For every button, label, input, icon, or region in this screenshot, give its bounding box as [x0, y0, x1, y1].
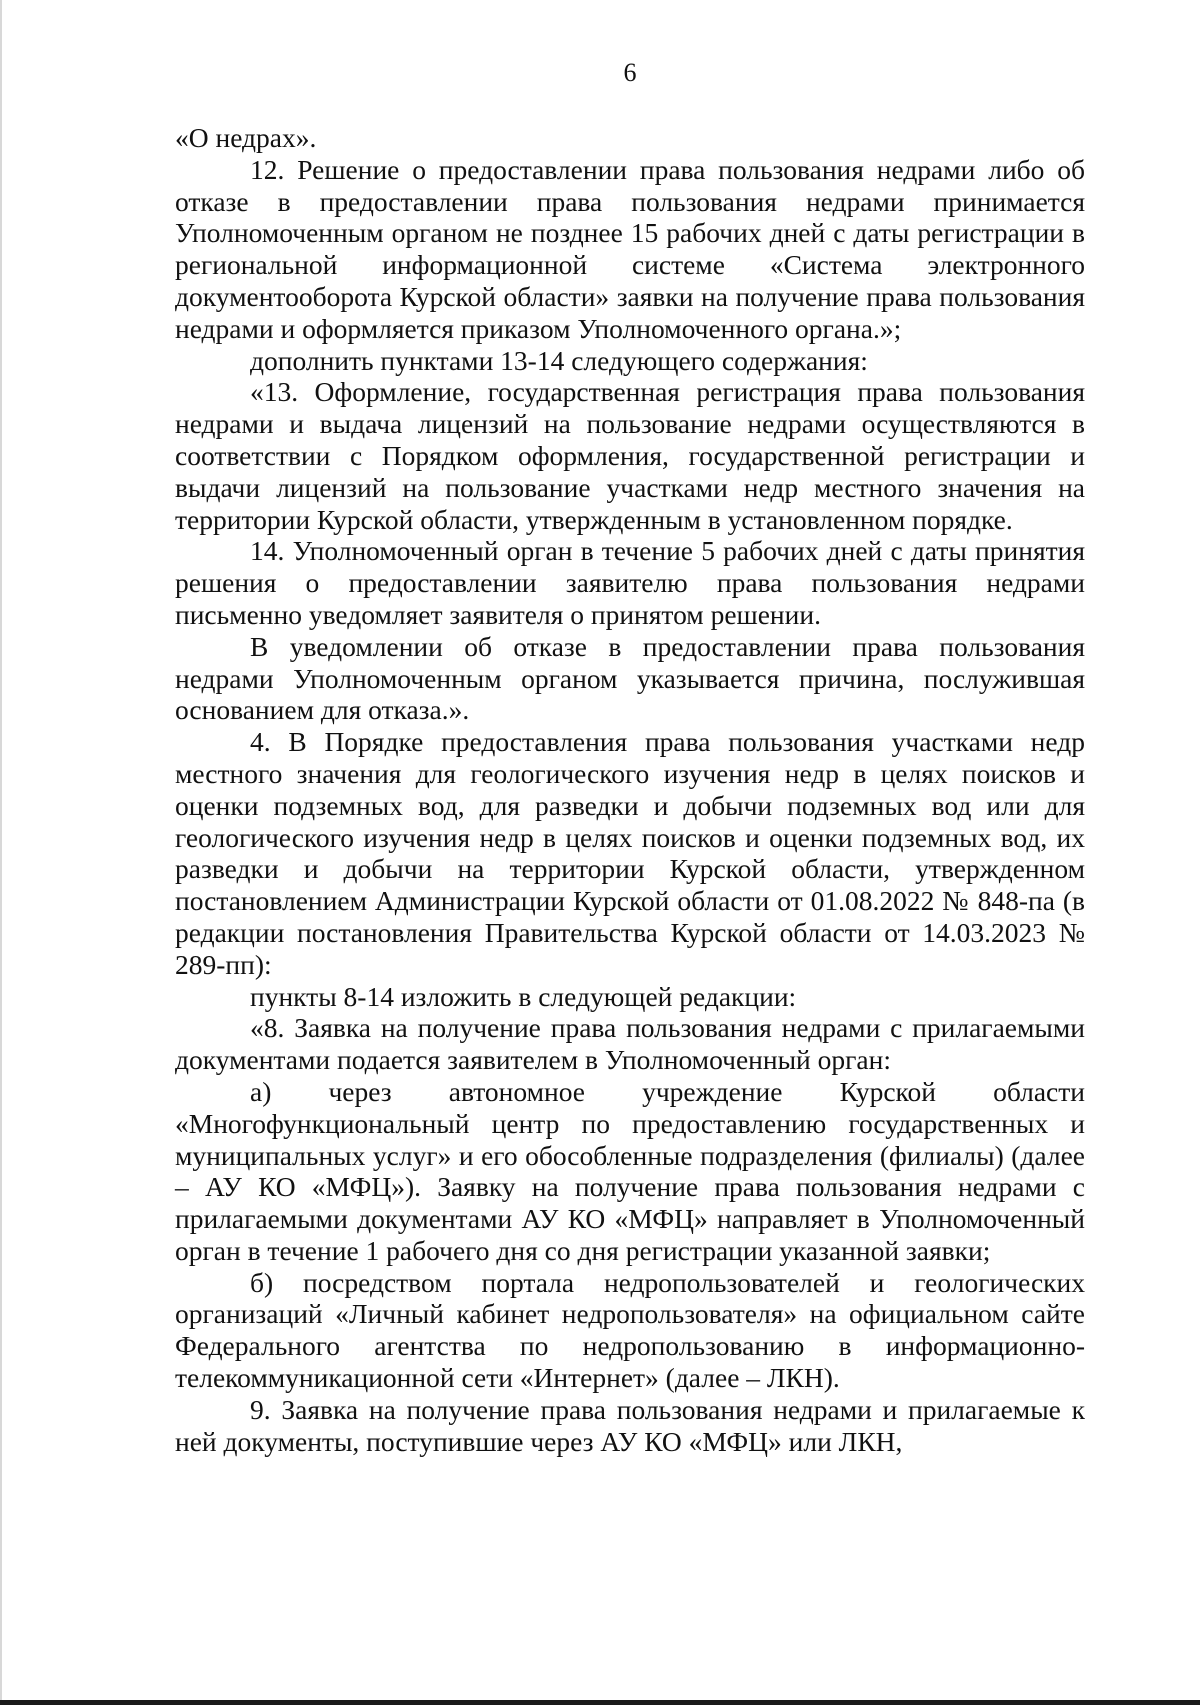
paragraph: а) через автономное учреждение Курской области «Многофункциональный центр по предоставлению государственных и муниципальных услуг» и его обособленные подразделения (филиалы) (далее – АУ КО «МФЦ»). Заявку на получение права пользования недрами с прилагаемыми документами АУ КО «МФЦ» направляет в Уполномоченный орган в течение 1 рабочего дня со дня регистрации указанной заявки;	[175, 1075, 1085, 1266]
document-body	[175, 122, 1085, 1457]
paragraph: б) посредством портала недропользователей и геологических организаций «Личный кабинет недропользователя» на официальном сайте Федерального агентства по недропользованию в информационно-телекоммуникационной сети «Интернет» (далее – ЛКН).	[175, 1266, 1085, 1394]
paragraph: В уведомлении об отказе в предоставлении права пользования недрами Уполномоченным органом указывается причина, послужившая основанием для отказа.».	[175, 630, 1085, 726]
paragraph: «О недрах».	[175, 122, 317, 153]
scan-edge-bottom	[0, 1700, 1200, 1705]
paragraph: 14. Уполномоченный орган в течение 5 рабочих дней с даты принятия решения о предоставлении заявителю права пользования недрами письменно уведомляет заявителя о принятом решении.	[175, 535, 1085, 630]
paragraph: дополнить пунктами 13-14 следующего содержания:	[250, 344, 868, 376]
paragraph: пункты 8-14 изложить в следующей редакции:	[250, 980, 797, 1012]
page-number: 6	[623, 58, 637, 87]
scan-edge-left	[0, 0, 2, 1705]
paragraph: 4. В Порядке предоставления права пользования участками недр местного значения для геологического изучения недр в целях поисков и оценки подземных вод, для разведки и добычи подземных вод или для геологического изучения недр в целях поисков и оценки подземных вод, их разведки и добычи на территории Курской области, утвержденном постановлением Администрации Курской области от 01.08.2022 № 848-па (в редакции постановления Правительства Курской области от 14.03.2023 № 289-пп):	[175, 726, 1085, 980]
paragraph: 9. Заявка на получение права пользования недрами и прилагаемые к ней документы, поступившие через АУ КО «МФЦ» или ЛКН,	[175, 1393, 1085, 1457]
paragraph: 12. Решение о предоставлении права пользования недрами либо об отказе в предоставлении права пользования недрами принимается Уполномоченным органом не позднее 15 рабочих дней с даты регистрации в региональной информационной системе «Система электронного документооборота Курской области» заявки на получение права пользования недрами и оформляется приказом Уполномоченного органа.»;	[175, 153, 1085, 344]
paragraph: «13. Оформление, государственная регистрация права пользования недрами и выдача лицензий на пользование недрами осуществляются в соответствии с Порядком оформления, государственной регистрации и выдачи лицензий на пользование участками недр местного значения на территории Курской области, утвержденным в установленном порядке.	[175, 376, 1085, 535]
paragraph: «8. Заявка на получение права пользования недрами с прилагаемыми документами подается заявителем в Уполномоченный орган:	[175, 1012, 1085, 1076]
